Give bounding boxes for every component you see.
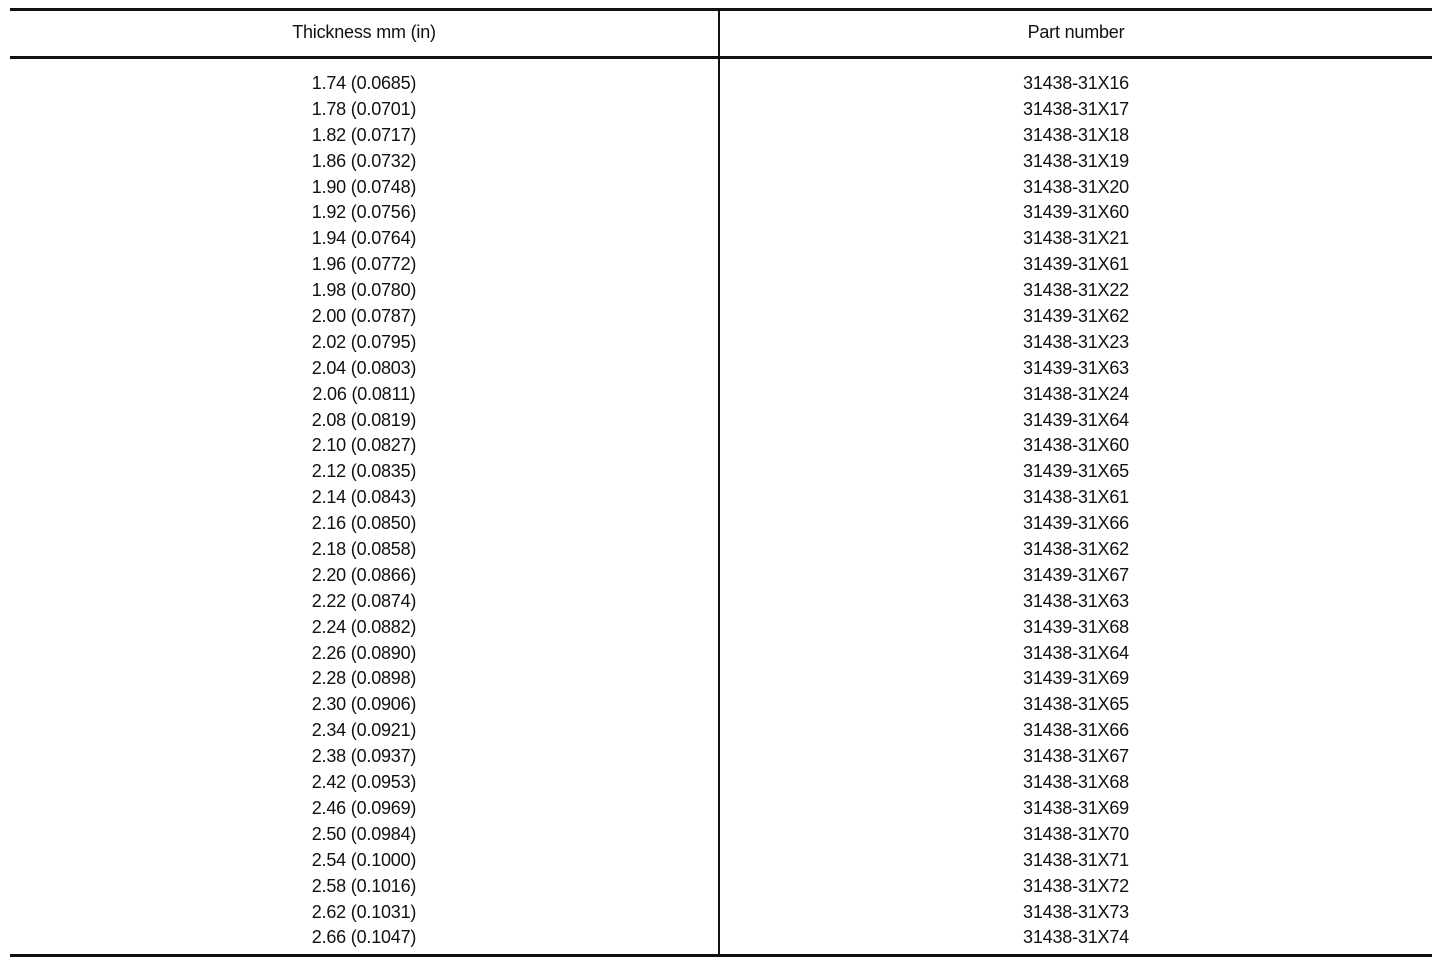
thickness-cell: 2.08 (0.0819) bbox=[311, 409, 417, 430]
part-number-cell: 31439-31X66 bbox=[1023, 513, 1129, 534]
thickness-cell: 2.62 (0.1031) bbox=[311, 901, 417, 922]
thickness-cell: 2.02 (0.0795) bbox=[311, 331, 417, 352]
part-number-cell: 31438-31X68 bbox=[1023, 772, 1129, 793]
thickness-cell: 2.38 (0.0937) bbox=[311, 746, 417, 767]
thickness-cell: 2.14 (0.0843) bbox=[311, 487, 417, 508]
part-number-cell: 31438-31X19 bbox=[1023, 150, 1129, 171]
thickness-cell: 2.10 (0.0827) bbox=[311, 435, 417, 456]
thickness-cell: 2.06 (0.0811) bbox=[312, 383, 416, 404]
thickness-cell: 1.82 (0.0717) bbox=[311, 124, 417, 145]
thickness-cell: 2.50 (0.0984) bbox=[311, 823, 417, 844]
thickness-cell: 1.74 (0.0685) bbox=[311, 73, 417, 93]
part-number-cell: 31438-31X72 bbox=[1023, 875, 1129, 896]
part-number-cell: 31439-31X67 bbox=[1023, 564, 1129, 585]
part-number-cell: 31438-31X66 bbox=[1023, 720, 1129, 741]
thickness-cell: 2.04 (0.0803) bbox=[311, 357, 417, 378]
part-number-cell: 31438-31X16 bbox=[1023, 73, 1129, 93]
part-number-column bbox=[720, 59, 1432, 954]
thickness-cell: 2.24 (0.0882) bbox=[311, 616, 417, 637]
thickness-cell: 1.96 (0.0772) bbox=[311, 254, 417, 275]
part-number-cell: 31439-31X61 bbox=[1023, 254, 1129, 275]
part-number-cell: 31438-31X74 bbox=[1023, 927, 1129, 948]
header-part-number: Part number bbox=[1027, 22, 1125, 42]
part-number-cell: 31438-31X70 bbox=[1023, 823, 1129, 844]
part-number-cell: 31439-31X69 bbox=[1023, 668, 1129, 689]
thickness-cell: 2.34 (0.0921) bbox=[311, 720, 417, 741]
part-number-cell: 31438-31X23 bbox=[1023, 331, 1129, 352]
part-number-cell: 31438-31X73 bbox=[1023, 901, 1129, 922]
part-number-cell: 31438-31X69 bbox=[1023, 797, 1129, 818]
thickness-cell: 1.98 (0.0780) bbox=[311, 280, 417, 301]
thickness-cell: 2.46 (0.0969) bbox=[311, 797, 417, 818]
thickness-cell: 1.78 (0.0701) bbox=[311, 98, 417, 119]
thickness-cell: 2.26 (0.0890) bbox=[311, 642, 417, 663]
part-number-cell: 31438-31X22 bbox=[1023, 280, 1129, 301]
thickness-cell: 1.94 (0.0764) bbox=[311, 228, 417, 249]
thickness-cell: 2.20 (0.0866) bbox=[311, 564, 417, 585]
thickness-cell: 2.30 (0.0906) bbox=[311, 694, 417, 715]
table-header-row bbox=[10, 11, 1432, 59]
table-body bbox=[10, 59, 1432, 957]
thickness-cell: 2.22 (0.0874) bbox=[311, 590, 417, 611]
part-number-cell: 31438-31X21 bbox=[1023, 228, 1129, 249]
part-number-cell: 31439-31X64 bbox=[1023, 409, 1129, 430]
part-number-cell: 31438-31X24 bbox=[1023, 383, 1129, 404]
part-number-cell: 31439-31X65 bbox=[1023, 461, 1129, 482]
part-number-cell: 31438-31X64 bbox=[1023, 642, 1129, 663]
thickness-cell: 2.12 (0.0835) bbox=[311, 461, 417, 482]
thickness-cell: 2.54 (0.1000) bbox=[311, 849, 417, 870]
thickness-part-table bbox=[10, 8, 1432, 957]
header-thickness: Thickness mm (in) bbox=[10, 11, 720, 56]
thickness-cell: 2.28 (0.0898) bbox=[311, 668, 417, 689]
part-number-cell: 31438-31X61 bbox=[1023, 487, 1129, 508]
part-number-cell: 31439-31X62 bbox=[1023, 306, 1129, 327]
thickness-cell: 2.00 (0.0787) bbox=[311, 306, 417, 327]
part-number-cell: 31438-31X60 bbox=[1023, 435, 1129, 456]
part-number-cell: 31438-31X63 bbox=[1023, 590, 1129, 611]
thickness-cell: 1.86 (0.0732) bbox=[311, 150, 417, 171]
thickness-cell: 2.42 (0.0953) bbox=[311, 772, 417, 793]
part-number-cell: 31438-31X17 bbox=[1023, 98, 1129, 119]
thickness-column bbox=[10, 59, 720, 954]
thickness-cell: 2.18 (0.0858) bbox=[311, 539, 417, 560]
part-number-cell: 31438-31X71 bbox=[1023, 849, 1129, 870]
part-number-cell: 31438-31X18 bbox=[1023, 124, 1129, 145]
thickness-cell: 2.16 (0.0850) bbox=[311, 513, 417, 534]
part-number-cell: 31438-31X20 bbox=[1023, 176, 1129, 197]
part-number-cell: 31439-31X68 bbox=[1023, 616, 1129, 637]
part-number-cell: 31439-31X63 bbox=[1023, 357, 1129, 378]
part-number-cell: 31439-31X60 bbox=[1023, 202, 1129, 223]
thickness-cell: 2.66 (0.1047) bbox=[311, 927, 417, 948]
part-number-cell: 31438-31X67 bbox=[1023, 746, 1129, 767]
thickness-cell: 1.90 (0.0748) bbox=[311, 176, 417, 197]
thickness-cell: 2.58 (0.1016) bbox=[311, 875, 417, 896]
thickness-cell: 1.92 (0.0756) bbox=[311, 202, 417, 223]
part-number-cell: 31438-31X65 bbox=[1023, 694, 1129, 715]
part-number-cell: 31438-31X62 bbox=[1023, 539, 1129, 560]
